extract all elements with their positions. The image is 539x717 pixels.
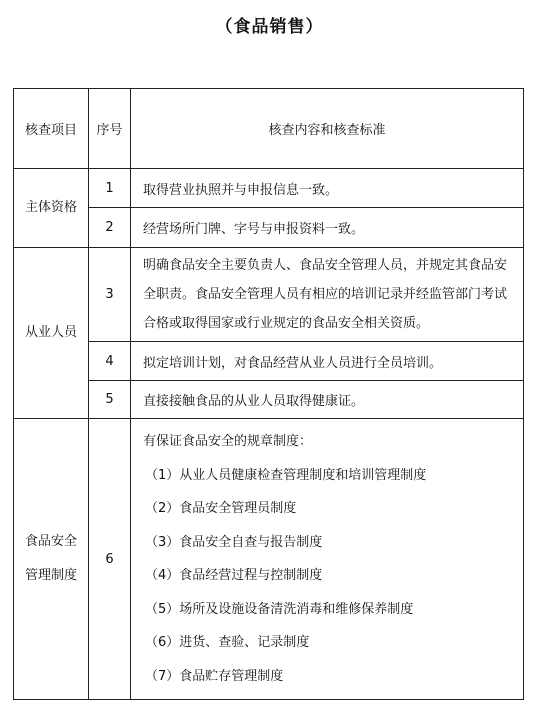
inspection-table: [13, 88, 524, 700]
requirement-item: （3）食品安全自查与报告制度: [145, 534, 323, 550]
row-number: 3: [89, 248, 131, 342]
requirement-item: （5）场所及设施设备清洗消毒和维修保养制度: [145, 601, 414, 617]
header-item: 核查项目: [14, 89, 89, 169]
category-cell: 食品安全 管理制度: [14, 419, 89, 700]
category-cell: 从业人员: [14, 248, 89, 419]
table-row: [14, 381, 524, 419]
standard-text: 明确食品安全主要负责人、食品安全管理人员，并规定其食品安全职责。食品安全管理人员有相应的培训记录并经监管部门考试合格或取得国家或行业规定的食品安全相关资质。: [131, 248, 524, 342]
row-number: 6: [89, 419, 131, 700]
table-row: [14, 169, 524, 208]
requirement-item: （4）食品经营过程与控制制度: [145, 568, 323, 583]
standard-text: 取得营业执照并与申报信息一致。: [131, 169, 524, 208]
table-row: [14, 419, 524, 700]
requirements-intro: 有保证食品安全的规章制度：: [143, 434, 313, 449]
requirement-item: （7）食品贮存管理制度: [145, 668, 284, 684]
row-number: 4: [89, 342, 131, 381]
page-title: （食品销售）: [215, 17, 324, 37]
requirement-item: （1）从业人员健康检查管理制度和培训管理制度: [145, 467, 427, 483]
row-number: 1: [89, 169, 131, 208]
table-header-row: [14, 89, 524, 169]
standard-text: 直接接触食品的从业人员取得健康证。: [131, 381, 524, 419]
row-number: 5: [89, 381, 131, 419]
table-row: [14, 342, 524, 381]
table-row: [14, 248, 524, 342]
requirement-item: （6）进货、查验、记录制度: [145, 635, 310, 650]
row-number: 2: [89, 208, 131, 248]
header-standard: 核查内容和核查标准: [131, 89, 524, 169]
table-row: [14, 208, 524, 248]
requirement-item: （2）食品安全管理员制度: [145, 501, 297, 516]
requirements-cell: [131, 419, 524, 700]
header-no: 序号: [89, 89, 131, 169]
standard-text: 经营场所门牌、字号与申报资料一致。: [131, 208, 524, 248]
category-cell: 主体资格: [14, 169, 89, 248]
standard-text: 拟定培训计划，对食品经营从业人员进行全员培训。: [131, 342, 524, 381]
